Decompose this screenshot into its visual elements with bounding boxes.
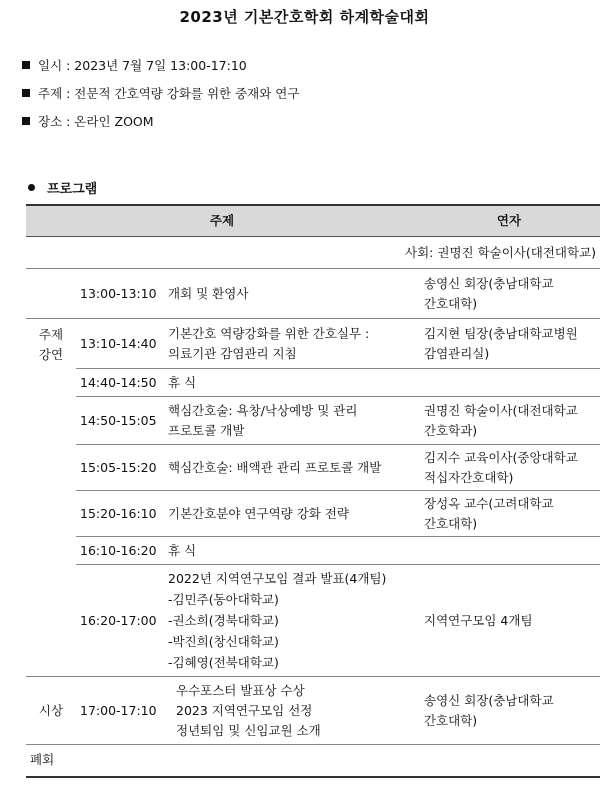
moderator-text: 사회: 권명진 학술이사(대전대학교) xyxy=(26,237,600,269)
info-topic-text: 주제 : 전문적 간호역량 강화를 위한 중재와 연구 xyxy=(38,86,300,101)
table-row xyxy=(26,677,600,745)
table-header-row xyxy=(26,205,600,237)
time-cell: 16:10-16:20 xyxy=(76,537,164,565)
speaker-cell: 김지수 교육이사(중앙대학교 적십자간호대학) xyxy=(418,445,600,491)
speaker-cell: 지역연구모임 4개팀 xyxy=(418,565,600,677)
topic-cell: 2022년 지역연구모임 결과 발표(4개팀) -김민주(동아대학교) -권소희(경북대학교) -박진희(창신대학교) -김혜영(전북대학교) xyxy=(164,565,418,677)
table-row xyxy=(26,397,600,445)
time-cell: 15:05-15:20 xyxy=(76,445,164,491)
speaker-cell xyxy=(418,537,600,565)
table-row xyxy=(26,445,600,491)
topic-cell: 우수포스터 발표상 수상 2023 지역연구모임 선정 정년퇴임 및 신임교원 소개 xyxy=(164,677,418,745)
table-row xyxy=(26,565,600,677)
bullet-square-icon xyxy=(22,89,30,97)
time-cell: 15:20-16:10 xyxy=(76,491,164,537)
info-place-text: 장소 : 온라인 ZOOM xyxy=(38,114,154,129)
time-cell: 13:00-13:10 xyxy=(76,269,164,319)
speaker-cell: 송영신 회장(충남대학교 간호대학) xyxy=(418,677,600,745)
info-place xyxy=(22,112,154,130)
program-table xyxy=(26,204,600,778)
closing-text: 폐회 xyxy=(26,745,600,777)
header-topic: 주제 xyxy=(26,205,418,237)
time-cell: 17:00-17:10 xyxy=(76,677,164,745)
program-heading-text: 프로그램 xyxy=(47,182,98,197)
table-row xyxy=(26,369,600,397)
table-row xyxy=(26,537,600,565)
bullet-dot-icon xyxy=(28,184,35,191)
speaker-cell xyxy=(418,369,600,397)
section-cell-empty xyxy=(26,445,76,491)
speaker-cell: 송영신 회장(충남대학교 간호대학) xyxy=(418,269,600,319)
page-title: 2023년 기본간호학회 하계학술대회 xyxy=(179,8,430,26)
topic-cell: 휴 식 xyxy=(164,369,418,397)
section-cell-empty xyxy=(26,491,76,537)
section-label-award: 시상 xyxy=(26,677,76,745)
topic-cell: 개회 및 환영사 xyxy=(164,269,418,319)
info-date xyxy=(22,56,247,74)
section-cell-empty xyxy=(26,565,76,677)
section-cell-empty xyxy=(26,397,76,445)
bullet-square-icon xyxy=(22,117,30,125)
moderator-row xyxy=(26,237,600,269)
topic-cell: 기본간호분야 연구역량 강화 전략 xyxy=(164,491,418,537)
time-cell: 13:10-14:40 xyxy=(76,319,164,369)
table-row xyxy=(26,269,600,319)
section-cell-empty xyxy=(26,537,76,565)
program-heading xyxy=(28,178,97,197)
topic-cell: 휴 식 xyxy=(164,537,418,565)
closing-row xyxy=(26,745,600,777)
section-cell-empty xyxy=(26,369,76,397)
section-cell-empty xyxy=(26,269,76,319)
section-label-lecture: 주제 강연 xyxy=(38,327,64,362)
time-cell: 16:20-17:00 xyxy=(76,565,164,677)
speaker-cell: 권명진 학술이사(대전대학교 간호학과) xyxy=(418,397,600,445)
info-topic xyxy=(22,84,299,102)
time-cell: 14:40-14:50 xyxy=(76,369,164,397)
topic-cell: 핵심간호술: 배액관 관리 프로토콜 개발 xyxy=(164,445,418,491)
table-row xyxy=(26,491,600,537)
time-cell: 14:50-15:05 xyxy=(76,397,164,445)
info-date-text: 일시 : 2023년 7월 7일 13:00-17:10 xyxy=(38,58,247,73)
topic-cell: 핵심간호술: 욕창/낙상예방 및 관리 프로토콜 개발 xyxy=(164,397,418,445)
table-row xyxy=(26,319,600,369)
bullet-square-icon xyxy=(22,61,30,69)
header-speaker: 연자 xyxy=(418,205,600,237)
speaker-cell: 김지현 팀장(충남대학교병원 감염관리실) xyxy=(418,319,600,369)
speaker-cell: 장성옥 교수(고려대학교 간호대학) xyxy=(418,491,600,537)
topic-cell: 기본간호 역량강화를 위한 간호실무 : 의료기관 감염관리 지침 xyxy=(164,319,418,369)
